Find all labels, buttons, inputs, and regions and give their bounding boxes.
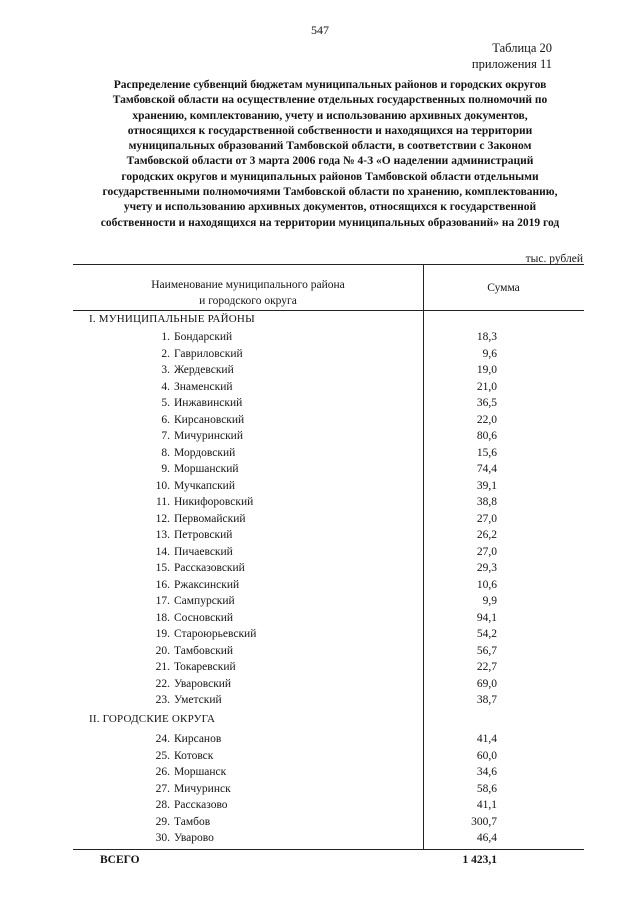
section-title-districts: I. МУНИЦИПАЛЬНЫЕ РАЙОНЫ (89, 313, 255, 325)
row-number: 8. (161, 446, 170, 459)
row-name: Староюрьевский (174, 628, 257, 640)
row-name: Уметский (174, 694, 222, 706)
table-row (73, 527, 584, 543)
row-name: Мичуринск (174, 782, 231, 795)
table-ref-table: Таблица 20 (492, 41, 552, 55)
row-value: 27,0 (476, 545, 497, 558)
title-line: Тамбовской области от 3 марта 2006 года № 4-З «О наделении администраций (126, 155, 534, 168)
row-name: Мичуринский (174, 430, 243, 442)
row-number: 27. (155, 782, 170, 795)
section-title-city-districts: II. ГОРОДСКИЕ ОКРУГА (89, 713, 216, 725)
row-number: 22. (155, 677, 170, 690)
row-number: 17. (155, 595, 170, 607)
row-number: 1. (161, 331, 170, 343)
row-name: Гавриловский (174, 347, 243, 360)
title-line: городских округов и муниципальных районов Тамбовской области отдельными (121, 170, 539, 183)
row-number: 28. (155, 799, 170, 811)
row-name: Уварово (174, 832, 214, 844)
table-row (73, 764, 584, 780)
row-value: 39,1 (476, 479, 497, 492)
table-row (73, 748, 584, 764)
row-value: 41,1 (476, 799, 497, 811)
table-row (73, 478, 584, 494)
row-value: 9,9 (482, 595, 497, 607)
table-total-rule (73, 849, 584, 850)
row-value: 9,6 (482, 347, 497, 360)
row-number: 5. (161, 397, 170, 409)
column-header-name (73, 277, 423, 309)
row-value: 27,0 (476, 512, 497, 525)
row-name: Знаменский (174, 380, 233, 393)
row-name: Сампурский (174, 595, 235, 607)
row-name: Рассказово (174, 799, 228, 811)
row-number: 12. (155, 512, 170, 525)
row-value: 21,0 (476, 380, 497, 393)
row-value: 38,8 (476, 496, 497, 508)
table-row (73, 610, 584, 626)
table-row (73, 830, 584, 846)
row-value: 38,7 (476, 694, 497, 706)
table-row (73, 560, 584, 576)
row-number: 30. (155, 832, 170, 844)
row-value: 46,4 (476, 832, 497, 844)
row-name: Уваровский (174, 677, 232, 690)
units-label: тыс. рублей (525, 253, 583, 265)
row-name: Ржаксинский (174, 578, 240, 591)
total-label: ВСЕГО (100, 854, 140, 866)
page-number: 547 (311, 23, 329, 37)
row-name: Моршанский (174, 463, 239, 475)
row-number: 19. (155, 628, 170, 640)
row-value: 54,2 (476, 628, 497, 640)
row-name: Котовск (174, 749, 214, 762)
table-row (73, 731, 584, 747)
row-name: Петровский (174, 529, 233, 541)
table-ref-appendix: приложения 11 (471, 57, 552, 71)
total-row (73, 854, 584, 870)
row-value: 29,3 (476, 562, 497, 574)
row-name: Мучкапский (174, 479, 235, 492)
table-row (73, 494, 584, 510)
title-line: Тамбовской области на осуществление отдельных государственных полномочий по (112, 94, 548, 107)
row-number: 16. (155, 578, 170, 591)
row-number: 15. (155, 562, 170, 574)
row-number: 26. (155, 766, 170, 778)
table-row (73, 544, 584, 560)
row-number: 11. (156, 496, 170, 508)
table-row (73, 329, 584, 345)
row-name: Токаревский (174, 661, 236, 673)
row-number: 18. (155, 611, 170, 624)
table-row (73, 781, 584, 797)
row-value: 15,6 (476, 446, 497, 459)
table-row (73, 692, 584, 708)
row-number: 10. (155, 479, 170, 492)
table-row (73, 428, 584, 444)
row-name: Кирсанов (174, 733, 222, 745)
row-number: 24. (155, 733, 170, 745)
column-header-name-line1: Наименование муниципального района (151, 279, 345, 291)
row-value: 60,0 (476, 749, 497, 762)
row-value: 56,7 (476, 644, 497, 657)
row-name: Бондарский (174, 331, 233, 343)
row-name: Первомайский (174, 512, 246, 525)
row-value: 69,0 (476, 677, 497, 690)
table-row (73, 395, 584, 411)
row-name: Мордовский (174, 446, 236, 459)
document-title (70, 78, 590, 231)
table-row (73, 676, 584, 692)
row-value: 10,6 (476, 578, 497, 591)
table-row (73, 626, 584, 642)
title-line: муниципальных образований Тамбовской области, в соответствии с Законом (128, 140, 532, 153)
row-number: 2. (161, 347, 170, 360)
row-value: 80,6 (476, 430, 497, 442)
row-number: 25. (155, 749, 170, 762)
row-value: 74,4 (476, 463, 497, 475)
row-number: 14. (155, 545, 170, 558)
table-row (73, 511, 584, 527)
row-value: 22,7 (476, 661, 497, 673)
row-name: Никифоровский (174, 496, 254, 508)
table-row (73, 577, 584, 593)
title-line: хранению, комплектованию, учету и использованию архивных документов, (132, 109, 528, 122)
table-row (73, 643, 584, 659)
row-number: 9. (161, 463, 170, 475)
row-number: 3. (161, 364, 170, 376)
table-row (73, 659, 584, 675)
row-name: Тамбов (174, 815, 211, 828)
table-row (73, 814, 584, 830)
row-name: Жердевский (174, 364, 234, 376)
title-line: относящихся к государственной собственности и находящихся на территории (127, 124, 533, 137)
row-value: 26,2 (476, 529, 497, 541)
table-row (73, 593, 584, 609)
row-number: 13. (155, 529, 170, 541)
row-name: Сосновский (174, 611, 234, 624)
row-value: 36,5 (476, 397, 497, 409)
row-number: 20. (155, 644, 170, 657)
title-line: учету и использованию архивных документов, относящихся к государственной (123, 201, 537, 214)
row-name: Инжавинский (174, 397, 243, 409)
row-number: 23. (155, 694, 170, 706)
table-row (73, 412, 584, 428)
row-value: 22,0 (476, 413, 497, 426)
row-value: 18,3 (476, 331, 497, 343)
row-name: Моршанск (174, 766, 227, 778)
row-value: 300,7 (471, 815, 497, 828)
row-number: 6. (161, 413, 170, 426)
row-number: 4. (161, 380, 170, 393)
column-header-name-line2: и городского округа (199, 295, 297, 307)
total-value: 1 423,1 (462, 854, 497, 866)
table-row (73, 445, 584, 461)
column-header-sum: Сумма (487, 282, 520, 294)
row-name: Кирсановский (174, 413, 245, 426)
row-number: 21. (155, 661, 170, 673)
row-number: 29. (155, 815, 170, 828)
row-value: 94,1 (476, 611, 497, 624)
title-line: Распределение субвенций бюджетам муниципальных районов и городских округов (113, 79, 547, 91)
row-value: 19,0 (476, 364, 497, 376)
row-value: 58,6 (476, 782, 497, 795)
row-value: 41,4 (476, 733, 497, 745)
table-row (73, 379, 584, 395)
table-row (73, 461, 584, 477)
row-value: 34,6 (476, 766, 497, 778)
row-name: Пичаевский (174, 545, 233, 558)
table-header-rule (73, 310, 584, 311)
row-number: 7. (161, 430, 170, 442)
table-row (73, 346, 584, 362)
row-name: Рассказовский (174, 562, 245, 574)
table-row (73, 362, 584, 378)
table-top-rule (73, 264, 584, 265)
title-line: собственности и находящихся на территории муниципальных образований» на 2019 год (100, 216, 560, 229)
title-line: государственными полномочиями Тамбовской области по хранению, комплектованию, (102, 186, 558, 199)
row-name: Тамбовский (174, 644, 234, 657)
table-row (73, 797, 584, 813)
